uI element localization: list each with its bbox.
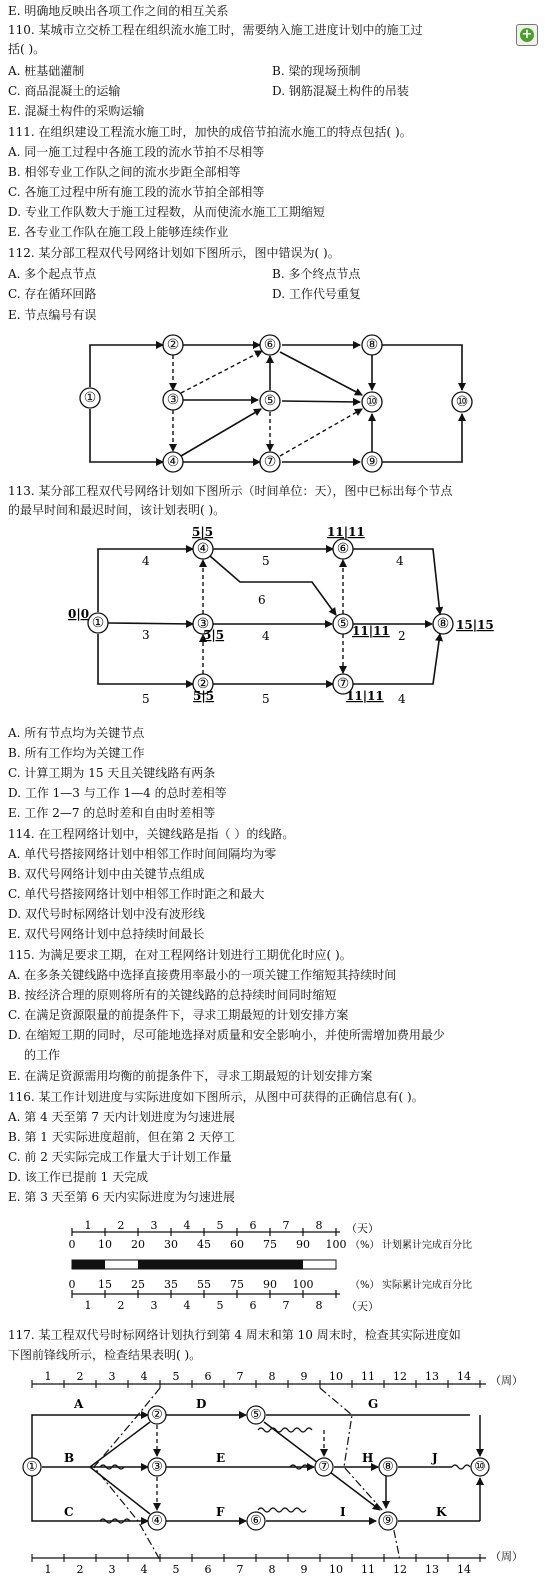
q117-top-week-4: 4 [140,1370,148,1383]
q117-work-g: G [368,1397,379,1411]
q113-time-6: 11|11 [327,525,365,539]
q117-bottom-week-unit: （周） [490,1550,523,1563]
q112-node-2: ② [166,337,180,353]
q113-node-1: ① [91,615,105,631]
q117-stem-cont: 下图前锋线所示，检查结果表明( )。 [8,1348,202,1362]
q112-node-9: ⑨ [365,454,379,470]
q113-network-diagram [0,522,550,712]
q111-option-a: A. 同一施工过程中各施工段的流水节拍不尽相等 [8,145,265,159]
expand-plus-button[interactable] [516,24,538,46]
q117-top-week-5: 5 [172,1370,180,1383]
q116-stem: 116. 某工作计划进度与实际进度如下图所示，从图中可获得的正确信息有( )。 [8,1090,424,1104]
q112-stem: 112. 某分部工程双代号网络计划如下图所示，图中错误为( )。 [8,246,340,260]
q113-dur-1-4: 4 [142,554,150,568]
q117-bottom-week-13: 13 [425,1563,439,1576]
q113-node-5: ⑤ [336,616,350,632]
q117-work-a: A [74,1397,84,1411]
q116-plan-pct-0: 0 [68,1238,76,1251]
q116-top-day-8: 8 [315,1220,323,1232]
q113-dur-6-8: 4 [396,554,404,568]
q114-option-b: B. 双代号网络计划中由关键节点组成 [8,867,205,881]
q116-actual-pct-2: 25 [131,1278,145,1291]
q116-actual-pct-4: 55 [197,1278,211,1291]
q117-node-1: ① [26,1459,38,1475]
q117-top-week-8: 8 [268,1370,276,1383]
q113-time-2: 5|5 [193,689,215,703]
q116-top-day-3: 3 [150,1220,158,1232]
q117-work-e: E [216,1451,226,1465]
q116-actual-pct-3: 35 [164,1278,178,1291]
q117-bottom-week-11: 11 [361,1563,375,1576]
q114-option-e: E. 双代号网络计划中总持续时间最长 [8,927,205,941]
q110-stem-cont: 括( )。 [8,42,46,56]
q113-dur-1-2: 5 [142,692,150,706]
q117-node-6: ⑥ [250,1513,262,1529]
q111-option-b: B. 相邻专业工作队之间的流水步距全部相等 [8,165,241,179]
q113-node-7: ⑦ [336,676,350,692]
q116-option-d: D. 该工作已提前 1 天完成 [8,1170,149,1184]
q113-dur-7-8: 4 [398,692,406,706]
plus-icon: + [521,27,533,42]
q116-bottom-day-8: 8 [315,1299,323,1312]
q111-option-e: E. 各专业工作队在施工段上能够连续作业 [8,225,229,239]
q113-dur-4-6: 5 [262,554,270,568]
q111-option-c: C. 各施工过程中所有施工段的流水节拍全部相等 [8,185,265,199]
q116-option-b: B. 第 1 天实际进度超前，但在第 2 天停工 [8,1130,235,1144]
q113-dur-3-5: 4 [262,629,270,643]
q113-option-d: D. 工作 1—3 与工作 1—4 的总时差相等 [8,786,227,800]
q116-actual-label: 实际累计完成百分比 [382,1280,472,1291]
q116-actual-pct-6: 90 [263,1278,277,1291]
q115-option-d-cont: 的工作 [24,1048,61,1062]
q113-node-4: ④ [196,541,210,557]
q112-node-8: ⑧ [365,337,379,353]
q115-option-b: B. 按经济合理的原则将所有的关键线路的总持续时间同时缩短 [8,988,337,1002]
q116-plan-pct-7: 90 [296,1238,310,1251]
q116-plan-pct-6: 75 [263,1238,277,1251]
q117-bottom-week-2: 2 [76,1563,84,1576]
q116-bottom-day-7: 7 [282,1299,290,1312]
q112-node-4: ④ [166,454,180,470]
q116-top-day-4: 4 [183,1220,191,1232]
q110-option-e: E. 混凝土构件的采购运输 [8,104,145,118]
q114-option-a: A. 单代号搭接网络计划中相邻工作时间间隔均为零 [8,847,277,861]
q116-plan-label: 计划累计完成百分比 [382,1240,472,1251]
q113-time-7: 11|11 [346,689,384,703]
q116-bottom-day-2: 2 [117,1299,125,1312]
q110-stem: 110. 某城市立交桥工程在组织流水施工时，需要纳入施工进度计划中的施工过 [8,23,423,37]
q117-top-week-7: 7 [236,1370,244,1383]
q117-bottom-week-3: 3 [108,1563,116,1576]
q116-bottom-day-5: 5 [216,1299,224,1312]
q116-bottom-day-unit: （天） [346,1300,379,1313]
q117-top-week-11: 11 [361,1370,375,1383]
q117-bottom-week-5: 5 [172,1563,180,1576]
q116-plan-pct-8: 100 [325,1238,347,1251]
q116-actual-pct-0: 0 [68,1278,76,1291]
q117-bottom-week-9: 9 [300,1563,308,1576]
q117-bottom-week-6: 6 [204,1563,212,1576]
q113-time-4: 5|5 [192,525,214,539]
q117-work-h: H [362,1451,374,1465]
q112-node-7: ⑦ [263,454,277,470]
q117-node-3: ③ [151,1459,163,1475]
q113-dur-1-3: 3 [142,628,150,642]
q116-plan-pct-3: 30 [164,1238,178,1251]
q113-time-3: 5|5 [203,628,225,642]
q117-work-f: F [216,1505,225,1519]
q116-bottom-day-1: 1 [84,1299,92,1312]
q115-option-d: D. 在缩短工期的同时，尽可能地选择对质量和安全影响小，并使所需增加费用最少 [8,1028,445,1042]
q116-option-a: A. 第 4 天至第 7 天内计划进度为匀速进展 [8,1110,235,1124]
q117-bottom-week-14: 14 [457,1563,471,1576]
q113-node-2: ② [196,676,210,692]
q116-bottom-day-4: 4 [183,1299,191,1312]
q116-top-day-7: 7 [282,1220,290,1232]
q117-bottom-week-12: 12 [393,1563,407,1576]
q117-top-week-unit: （周） [490,1374,523,1387]
q117-node-10: ⑩ [474,1459,486,1475]
q112-node-5: ⑤ [263,393,277,409]
q116-actual-unit: （%） [350,1280,380,1291]
q113-stem-cont: 的最早时间和最迟时间，该计划表明( )。 [8,503,226,517]
q115-option-a: A. 在多条关键线路中选择直接费用率最小的一项关键工作缩短其持续时间 [8,968,397,982]
q114-option-c: C. 单代号搭接网络计划中相邻工作时距之和最大 [8,887,265,901]
q113-time-8: 15|15 [456,618,494,632]
q110-option-a: A. 桩基础灌制 [8,64,85,78]
q117-work-i: I [340,1505,346,1519]
q116-option-c: C. 前 2 天实际完成工作量大于计划工作量 [8,1150,232,1164]
q112-option-b: B. 多个终点节点 [272,267,361,281]
q117-node-9: ⑨ [382,1513,394,1529]
q117-timescale-network [0,1370,550,1576]
q117-bottom-week-8: 8 [268,1563,276,1576]
q116-plan-pct-4: 45 [197,1238,211,1251]
q117-bottom-week-4: 4 [140,1563,148,1576]
q117-bottom-week-7: 7 [236,1563,244,1576]
q116-bottom-day-6: 6 [249,1299,257,1312]
q114-option-d: D. 双代号时标网络计划中没有波形线 [8,907,205,921]
q112-node-10b: ⑩ [455,394,469,410]
q113-time-1: 0|0 [68,607,90,621]
q116-actual-pct-7: 100 [292,1278,314,1291]
q112-node-10a: ⑩ [365,394,379,410]
q113-option-a: A. 所有节点均为关键节点 [8,726,145,740]
q115-option-e: E. 在满足资源需用均衡的前提条件下，寻求工期最短的计划安排方案 [8,1069,373,1083]
q115-stem: 115. 为满足要求工期，在对工程网络计划进行工期优化时应( )。 [8,948,352,962]
q112-network-diagram [0,330,550,478]
q117-work-d: D [196,1397,207,1411]
q116-top-day-5: 5 [216,1220,224,1232]
q113-option-e: E. 工作 2—7 的总时差和自由时差相等 [8,806,216,820]
q111-option-d: D. 专业工作队数大于施工过程数，从而使流水施工工期缩短 [8,205,325,219]
q113-node-8: ⑧ [436,616,450,632]
q117-bottom-week-10: 10 [329,1563,343,1576]
q117-node-5: ⑤ [250,1407,262,1423]
q116-actual-pct-1: 15 [98,1278,112,1291]
q117-node-4: ④ [151,1513,163,1529]
q116-top-day-1: 1 [84,1220,92,1232]
q113-dur-2-7: 5 [262,692,270,706]
q112-option-d: D. 工作代号重复 [272,287,361,301]
q117-stem: 117. 某工程双代号时标网络计划执行到第 4 周末和第 10 周末时，检查其实际进度如 [8,1328,461,1342]
q110-option-c: C. 商品混凝土的运输 [8,84,121,98]
q117-top-week-10: 10 [329,1370,343,1383]
q117-top-week-1: 1 [44,1370,52,1383]
q117-top-week-13: 13 [425,1370,439,1383]
q117-top-week-3: 3 [108,1370,116,1383]
q116-top-day-6: 6 [249,1220,257,1232]
q113-stem: 113. 某分部工程双代号网络计划如下图所示（时间单位：天），图中已标出每个节点 [8,484,453,498]
q112-node-1: ① [83,390,97,406]
q116-actual-pct-5: 75 [230,1278,244,1291]
q116-top-day-2: 2 [117,1220,125,1232]
q116-progress-chart [0,1220,550,1316]
q116-bottom-day-3: 3 [150,1299,158,1312]
q110-option-d: D. 钢筋混凝土构件的吊装 [272,84,409,98]
q113-option-b: B. 所有工作均为关键工作 [8,746,145,760]
q112-node-3: ③ [166,392,180,408]
q112-option-e: E. 节点编号有误 [8,308,97,322]
q116-plan-unit: （%） [350,1240,380,1251]
q117-top-week-6: 6 [204,1370,212,1383]
q110-option-b: B. 梁的现场预制 [272,64,361,78]
q113-dur-5-8: 2 [398,629,406,643]
q112-option-a: A. 多个起点节点 [8,267,97,281]
q117-work-b: B [64,1451,75,1465]
q117-work-c: C [64,1505,74,1519]
q117-node-8: ⑧ [382,1459,394,1475]
q117-top-week-9: 9 [300,1370,308,1383]
q116-plan-pct-5: 60 [230,1238,244,1251]
q117-top-week-12: 12 [393,1370,407,1383]
q117-top-week-2: 2 [76,1370,84,1383]
q113-node-6: ⑥ [336,541,350,557]
q112-node-6: ⑥ [263,337,277,353]
q116-top-day-unit: （天） [346,1222,379,1235]
q113-dur-4-5: 6 [258,593,266,607]
q117-node-7: ⑦ [318,1459,330,1475]
q116-option-e: E. 第 3 天至第 6 天内实际进度为匀速进展 [8,1190,235,1204]
q113-option-c: C. 计算工期为 15 天且关键线路有两条 [8,766,216,780]
q115-option-c: C. 在满足资源限量的前提条件下，寻求工期最短的计划安排方案 [8,1008,349,1022]
q117-work-k: K [436,1505,447,1519]
q116-plan-pct-1: 10 [98,1238,112,1251]
q116-plan-pct-2: 20 [131,1238,145,1251]
q109-option-e: E. 明确地反映出各项工作之间的相互关系 [8,4,229,18]
q117-top-week-14: 14 [457,1370,471,1383]
q112-option-c: C. 存在循环回路 [8,287,97,301]
q113-time-5: 11|11 [352,624,390,638]
q117-bottom-week-1: 1 [44,1563,52,1576]
q117-node-2: ② [151,1407,163,1423]
q114-stem: 114. 在工程网络计划中，关键线路是指（ ）的线路。 [8,827,295,841]
q113-node-3: ③ [196,616,210,632]
q111-stem: 111. 在组织建设工程流水施工时，加快的成倍节拍流水施工的特点包括( )。 [8,125,412,139]
q117-work-j: J [432,1451,438,1465]
